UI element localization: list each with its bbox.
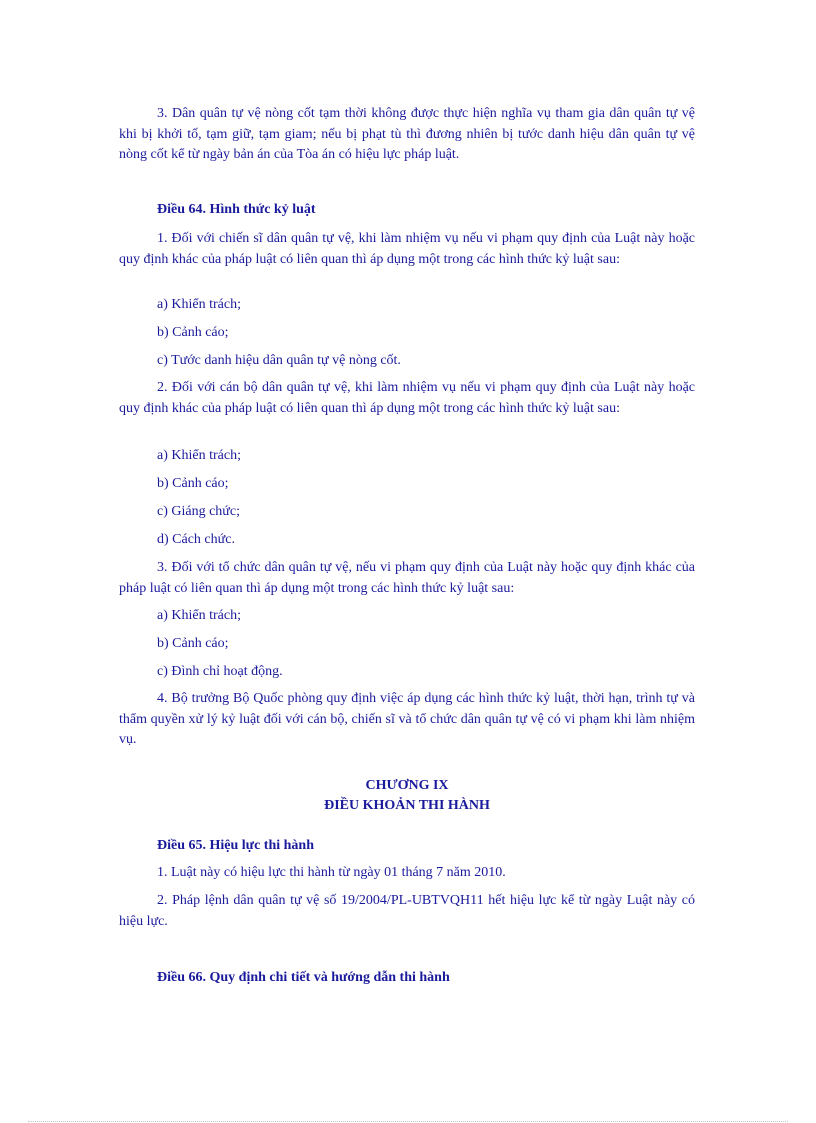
article-heading: Điều 65. Hiệu lực thi hành [157, 838, 314, 853]
list-item: b) Cảnh cáo; [157, 636, 229, 651]
page-footer-divider [28, 1121, 788, 1122]
list-item: b) Cảnh cáo; [157, 325, 229, 340]
list-item: d) Cách chức. [157, 532, 235, 547]
article-heading: Điều 66. Quy định chi tiết và hướng dẫn thi hành [157, 970, 450, 985]
list-item: a) Khiển trách; [157, 297, 241, 312]
paragraph: 2. Đối với cán bộ dân quân tự vệ, khi làm nhiệm vụ nếu vi phạm quy định của Luật này hoặc quy định khác của pháp luật có liên quan thì áp dụng một trong các hình thức kỷ luật sau: [119, 380, 695, 416]
paragraph: 3. Dân quân tự vệ nòng cốt tạm thời không được thực hiện nghĩa vụ tham gia dân quân tự vệ khi bị khởi tố, tạm giữ, tạm giam; nếu bị phạt tù thì đương nhiên bị tước danh hiệu dân quân tự vệ nòng cốt kể từ ngày bản án của Tòa án có hiệu lực pháp luật. [119, 106, 695, 162]
paragraph: 1. Đối với chiến sĩ dân quân tự vệ, khi làm nhiệm vụ nếu vi phạm quy định của Luật này hoặc quy định khác của pháp luật có liên quan thì áp dụng một trong các hình thức kỷ luật sau: [119, 231, 695, 267]
list-item: c) Đình chỉ hoạt động. [157, 664, 283, 679]
list-item: b) Cảnh cáo; [157, 476, 229, 491]
list-item: 1. Luật này có hiệu lực thi hành từ ngày 01 tháng 7 năm 2010. [157, 865, 506, 880]
paragraph: 2. Pháp lệnh dân quân tự vệ số 19/2004/PL-UBTVQH11 hết hiệu lực kể từ ngày Luật này có hiệu lực. [119, 893, 695, 929]
list-item: c) Tước danh hiệu dân quân tự vệ nòng cốt. [157, 353, 401, 368]
list-item: a) Khiển trách; [157, 608, 241, 623]
list-item: c) Giáng chức; [157, 504, 240, 519]
chapter-title: ĐIỀU KHOẢN THI HÀNH [324, 798, 490, 813]
paragraph: 4. Bộ trưởng Bộ Quốc phòng quy định việc áp dụng các hình thức kỷ luật, thời hạn, trình tự và thẩm quyền xử lý kỷ luật đối với cán bộ, chiến sĩ và tổ chức dân quân tự vệ có vi phạm khi làm nhiệm vụ. [119, 691, 695, 747]
list-item: a) Khiển trách; [157, 448, 241, 463]
chapter-number: CHƯƠNG IX [365, 778, 449, 793]
paragraph: 3. Đối với tổ chức dân quân tự vệ, nếu vi phạm quy định của Luật này hoặc quy định khác của pháp luật có liên quan thì áp dụng một trong các hình thức kỷ luật sau: [119, 560, 695, 596]
article-heading: Điều 64. Hình thức kỷ luật [157, 202, 316, 217]
